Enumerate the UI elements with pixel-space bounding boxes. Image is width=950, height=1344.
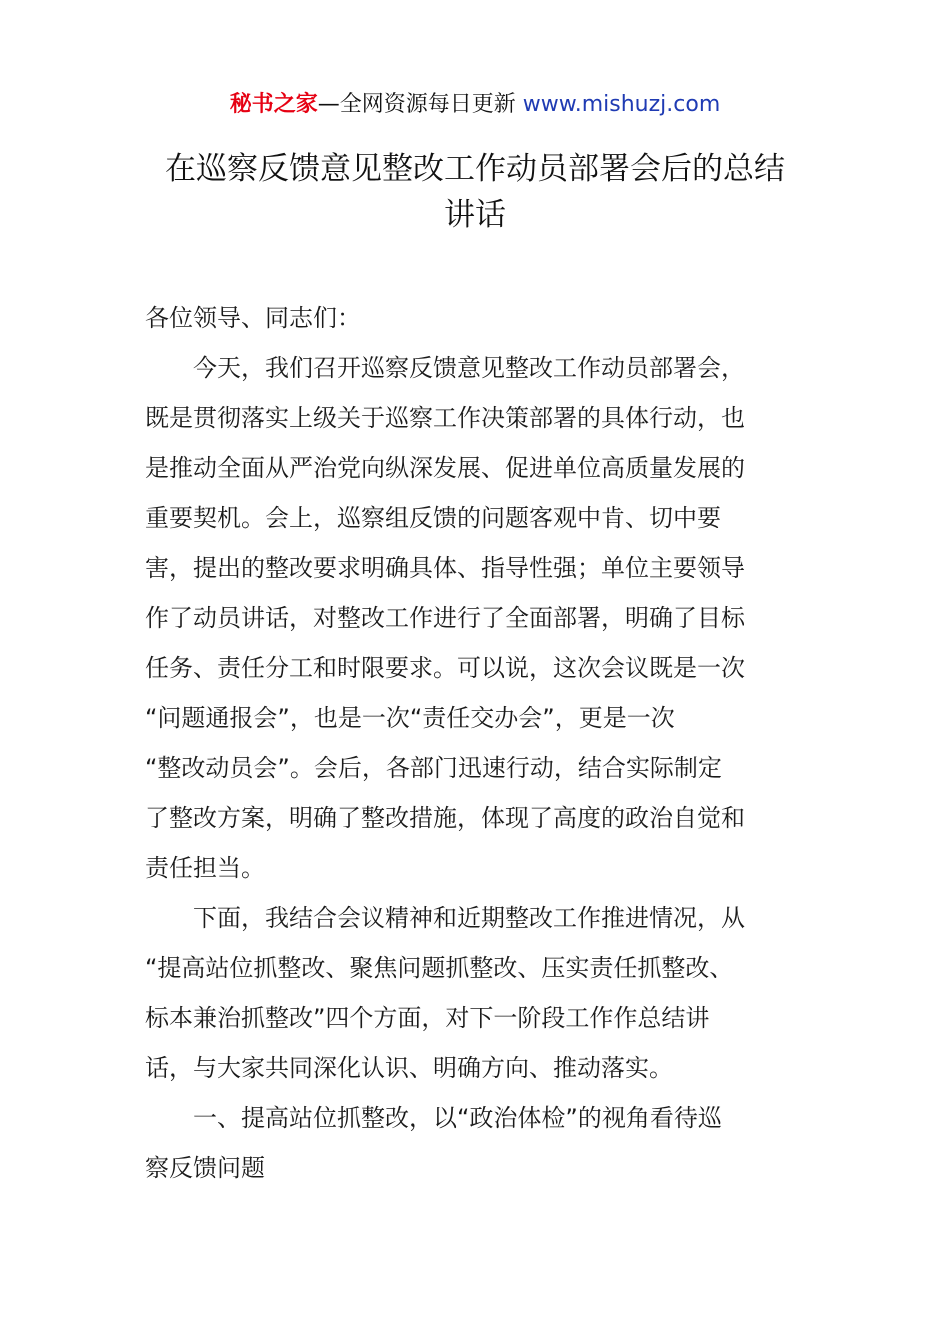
section-heading: 一、提高站位抓整改，以“政治体检”的视角看待巡: [193, 1104, 722, 1132]
paragraph-line: 重要契机。会上，巡察组反馈的问题客观中肯、切中要: [145, 504, 721, 532]
paragraph-line: 了整改方案，明确了整改措施，体现了高度的政治自觉和: [145, 804, 745, 832]
site-url-link[interactable]: www.mishuzj.com: [522, 92, 721, 117]
brand-name: 秘书之家: [229, 92, 318, 117]
salutation: 各位领导、同志们：: [145, 304, 361, 332]
site-header: [0, 88, 950, 122]
title-line: 讲话: [444, 197, 506, 233]
document-title: [100, 146, 850, 238]
header-tagline: —全网资源每日更新: [317, 92, 523, 117]
paragraph-line: “整改动员会”。会后，各部门迅速行动，结合实际制定: [145, 754, 722, 782]
section-heading: 察反馈问题: [145, 1154, 265, 1182]
paragraph-line: 害，提出的整改要求明确具体、指导性强；单位主要领导: [145, 554, 745, 582]
paragraph-line: 责任担当。: [145, 854, 265, 882]
paragraph-line: 是推动全面从严治党向纵深发展、促进单位高质量发展的: [145, 454, 745, 482]
paragraph-line: 话，与大家共同深化认识、明确方向、推动落实。: [145, 1054, 673, 1082]
paragraph-line: 任务、责任分工和时限要求。可以说，这次会议既是一次: [145, 654, 745, 682]
paragraph-line: 下面，我结合会议精神和近期整改工作推进情况，从: [193, 904, 745, 932]
paragraph-line: 今天，我们召开巡察反馈意见整改工作动员部署会，: [193, 354, 745, 382]
document-body: [145, 293, 815, 1193]
title-line: 在巡察反馈意见整改工作动员部署会后的总结: [165, 151, 785, 187]
paragraph-line: 既是贯彻落实上级关于巡察工作决策部署的具体行动，也: [145, 404, 745, 432]
paragraph-line: 标本兼治抓整改”四个方面，对下一阶段工作作总结讲: [145, 1004, 710, 1032]
paragraph-line: “问题通报会”，也是一次“责任交办会”，更是一次: [145, 704, 675, 732]
paragraph-line: 作了动员讲话，对整改工作进行了全面部署，明确了目标: [145, 604, 745, 632]
paragraph-line: “提高站位抓整改、聚焦问题抓整改、压实责任抓整改、: [145, 954, 734, 982]
